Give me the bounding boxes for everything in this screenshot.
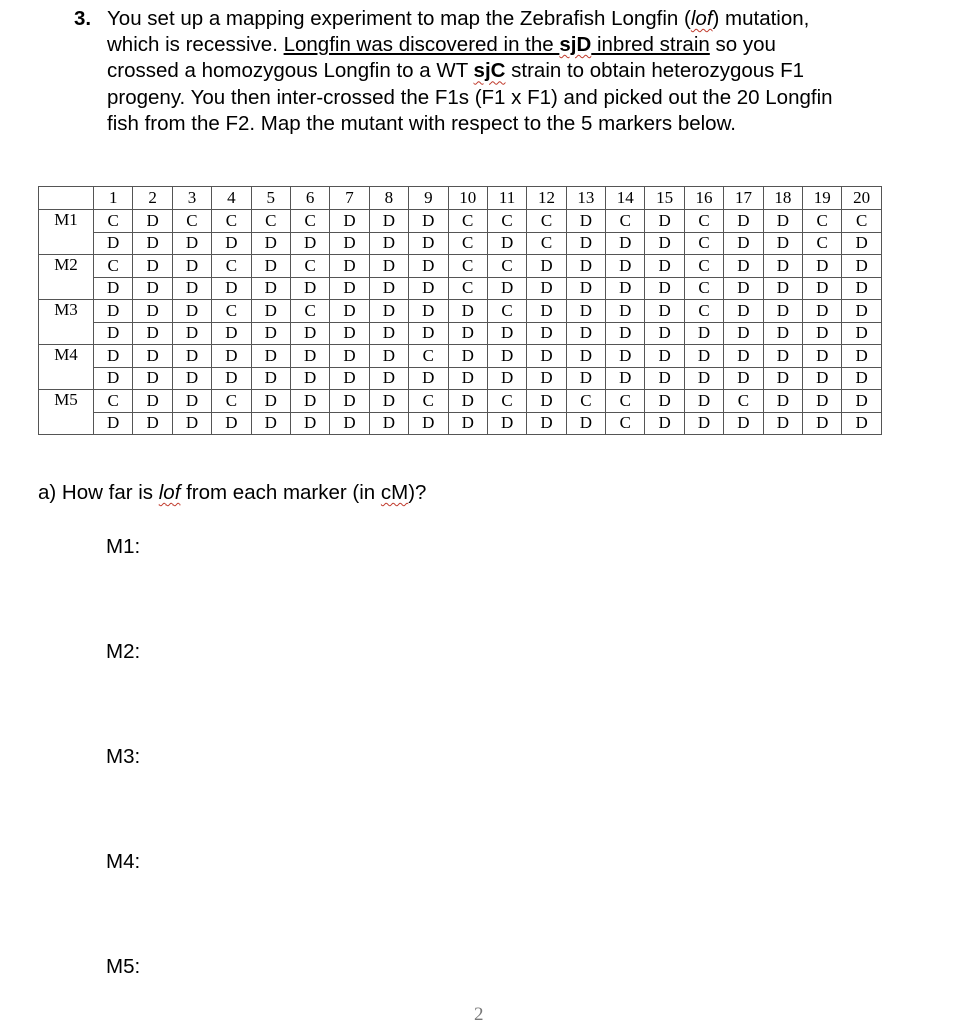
question-line-2	[74, 32, 954, 58]
table-row	[39, 390, 882, 413]
column-header: 16	[684, 187, 723, 210]
genotype-cell: D	[330, 232, 369, 255]
genotype-cell: D	[487, 412, 526, 435]
genotype-cell: D	[172, 322, 211, 345]
genotype-cell: D	[172, 367, 211, 390]
column-header: 14	[606, 187, 645, 210]
genotype-cell: D	[330, 300, 369, 323]
genotype-cell: D	[724, 210, 763, 233]
column-header: 1	[94, 187, 133, 210]
genotype-cell: D	[606, 367, 645, 390]
genotype-cell: D	[566, 412, 605, 435]
genotype-cell: D	[645, 232, 684, 255]
table-row	[39, 345, 882, 368]
genotype-cell: C	[842, 210, 881, 233]
answer-label-m1: M1:	[106, 535, 141, 558]
genotype-cell: D	[645, 322, 684, 345]
genotype-cell: D	[409, 367, 448, 390]
genotype-cell: D	[330, 412, 369, 435]
genotype-cell: D	[842, 255, 881, 278]
genotype-cell: D	[842, 390, 881, 413]
genotype-cell: C	[606, 210, 645, 233]
genotype-cell: C	[448, 255, 487, 278]
genotype-cell: C	[803, 232, 842, 255]
genotype-cell: D	[487, 277, 526, 300]
answer-label-m4: M4:	[106, 850, 141, 873]
table-corner-cell	[39, 187, 94, 210]
question-text-span: which is recessive.	[107, 33, 284, 57]
genotype-cell: D	[606, 345, 645, 368]
genotype-cell: D	[763, 322, 802, 345]
genotype-cell: C	[487, 255, 526, 278]
table-row	[39, 255, 882, 278]
genotype-cell: D	[803, 300, 842, 323]
genotype-cell: D	[172, 232, 211, 255]
genotype-cell: D	[527, 255, 566, 278]
marker-label: M5	[39, 390, 94, 435]
genotype-cell: C	[94, 210, 133, 233]
genotype-cell: D	[133, 345, 172, 368]
genotype-cell: D	[487, 367, 526, 390]
answer-label-m5: M5:	[106, 955, 141, 978]
genotype-cell: D	[803, 345, 842, 368]
marker-label: M3	[39, 300, 94, 345]
genotype-cell: C	[448, 210, 487, 233]
lof-term: lof	[690, 7, 713, 30]
genotype-cell: D	[172, 255, 211, 278]
genotype-cell: D	[172, 300, 211, 323]
genotype-cell: D	[684, 412, 723, 435]
genotype-cell: D	[251, 232, 290, 255]
genotype-cell: D	[409, 300, 448, 323]
genotype-cell: D	[330, 345, 369, 368]
genotype-cell: C	[172, 210, 211, 233]
genotype-cell: D	[369, 322, 408, 345]
genotype-cell: D	[724, 367, 763, 390]
genotype-cell: D	[133, 367, 172, 390]
genotype-cell: D	[645, 412, 684, 435]
genotype-cell: D	[172, 412, 211, 435]
genotype-cell: D	[369, 255, 408, 278]
genotype-cell: D	[645, 277, 684, 300]
genotype-cell: C	[212, 210, 251, 233]
genotype-cell: D	[527, 345, 566, 368]
genotype-cell: D	[724, 255, 763, 278]
genotype-cell: C	[94, 255, 133, 278]
genotype-cell: D	[842, 300, 881, 323]
strain-sjc: sjC	[473, 59, 506, 83]
genotype-cell: D	[172, 277, 211, 300]
genotype-cell: D	[94, 412, 133, 435]
genotype-cell: D	[803, 390, 842, 413]
genotype-cell: D	[251, 367, 290, 390]
genotype-cell: D	[645, 367, 684, 390]
genotype-cell: D	[133, 255, 172, 278]
question-text-span: You set up a mapping experiment to map the Zebrafish Longfin (	[107, 7, 691, 30]
table-header-row	[39, 187, 882, 210]
genotype-cell: D	[684, 390, 723, 413]
genotype-cell: D	[251, 322, 290, 345]
question-line-4	[74, 85, 954, 111]
genotype-cell: D	[133, 232, 172, 255]
genotype-cell: D	[251, 300, 290, 323]
genotype-cell: C	[527, 210, 566, 233]
genotype-cell: D	[94, 367, 133, 390]
genotype-cell: D	[448, 367, 487, 390]
genotype-cell: D	[212, 232, 251, 255]
genotype-cell: D	[133, 412, 172, 435]
genotype-cell: D	[290, 232, 329, 255]
genotype-cell: D	[94, 300, 133, 323]
genotype-cell: D	[251, 345, 290, 368]
genotype-cell: D	[330, 255, 369, 278]
genotype-cell: D	[763, 232, 802, 255]
genotype-cell: D	[94, 277, 133, 300]
genotype-cell: D	[842, 277, 881, 300]
genotype-cell: D	[251, 277, 290, 300]
genotype-cell: D	[763, 390, 802, 413]
genotype-cell: D	[133, 322, 172, 345]
genotype-cell: D	[724, 232, 763, 255]
genotype-cell: D	[684, 345, 723, 368]
genotype-cell: D	[212, 277, 251, 300]
genotype-cell: D	[133, 300, 172, 323]
genotype-cell: C	[290, 255, 329, 278]
question-text-span: fish from the F2. Map the mutant with respect to the 5 markers below.	[107, 111, 736, 135]
genotype-cell: D	[251, 412, 290, 435]
column-header: 2	[133, 187, 172, 210]
genotype-cell: C	[409, 345, 448, 368]
genotype-cell: D	[803, 412, 842, 435]
table-row	[39, 232, 882, 255]
genotype-cell: D	[842, 367, 881, 390]
genotype-cell: D	[94, 232, 133, 255]
genotype-cell: D	[330, 322, 369, 345]
genotype-cell: C	[290, 300, 329, 323]
answer-label-m3: M3:	[106, 745, 141, 768]
genotype-cell: C	[409, 390, 448, 413]
genotype-cell: D	[763, 210, 802, 233]
column-header: 8	[369, 187, 408, 210]
genotype-cell: D	[133, 277, 172, 300]
genotype-cell: C	[448, 232, 487, 255]
genotype-cell: D	[369, 412, 408, 435]
genotype-cell: D	[763, 412, 802, 435]
genotype-cell: D	[290, 345, 329, 368]
genotype-cell: D	[448, 390, 487, 413]
genotype-cell: D	[369, 367, 408, 390]
page-number: 2	[474, 1004, 484, 1025]
genotype-cell: D	[290, 412, 329, 435]
genotype-cell: D	[842, 412, 881, 435]
genotype-cell: D	[212, 345, 251, 368]
genotype-cell: D	[527, 277, 566, 300]
genotype-cell: D	[842, 322, 881, 345]
genotype-cell: D	[94, 345, 133, 368]
part-a-text: )?	[408, 481, 427, 504]
genotype-cell: D	[409, 322, 448, 345]
genotype-cell: D	[645, 345, 684, 368]
genotype-cell: D	[645, 255, 684, 278]
column-header: 4	[212, 187, 251, 210]
genotype-cell: D	[527, 367, 566, 390]
genotype-cell: D	[330, 210, 369, 233]
genotype-cell: D	[566, 345, 605, 368]
part-a-text: from each marker (in	[180, 481, 381, 504]
answer-label-m2: M2:	[106, 640, 141, 663]
column-header: 3	[172, 187, 211, 210]
genotype-cell: D	[487, 232, 526, 255]
column-header: 19	[803, 187, 842, 210]
genotype-cell: C	[684, 255, 723, 278]
genotype-cell: D	[606, 322, 645, 345]
genotype-cell: D	[684, 367, 723, 390]
genotype-cell: D	[290, 367, 329, 390]
genotype-cell: C	[684, 232, 723, 255]
genotype-cell: C	[724, 390, 763, 413]
column-header: 6	[290, 187, 329, 210]
column-header: 5	[251, 187, 290, 210]
genotype-cell: D	[684, 322, 723, 345]
table-row	[39, 322, 882, 345]
genotype-cell: D	[763, 300, 802, 323]
genotype-cell: D	[606, 232, 645, 255]
genotype-cell: D	[290, 277, 329, 300]
genotype-cell: D	[409, 255, 448, 278]
lof-term: lof	[158, 481, 181, 504]
genotype-cell: D	[566, 232, 605, 255]
question-text-span: ) mutation,	[712, 7, 810, 30]
genotype-cell: D	[566, 277, 605, 300]
genotype-cell: D	[724, 345, 763, 368]
genotype-cell: D	[330, 367, 369, 390]
genotype-cell: D	[566, 322, 605, 345]
genotype-cell: D	[448, 322, 487, 345]
part-a-question	[38, 481, 426, 505]
genotype-cell: C	[684, 210, 723, 233]
genotype-cell: D	[409, 210, 448, 233]
genotype-cell: D	[606, 300, 645, 323]
genotype-cell: D	[487, 345, 526, 368]
cm-term: cM	[380, 481, 409, 504]
genotype-cell: C	[566, 390, 605, 413]
table-row	[39, 367, 882, 390]
genotype-cell: D	[133, 210, 172, 233]
genotype-cell: C	[803, 210, 842, 233]
genotype-cell: C	[527, 232, 566, 255]
genotype-cell: C	[251, 210, 290, 233]
genotype-cell: D	[369, 390, 408, 413]
genotype-cell: D	[369, 277, 408, 300]
genotype-cell: C	[606, 412, 645, 435]
genotype-cell: D	[212, 367, 251, 390]
genotype-cell: D	[448, 300, 487, 323]
genotype-cell: D	[763, 367, 802, 390]
column-header: 17	[724, 187, 763, 210]
question-text-span: progeny. You then inter-crossed the F1s (F1 x F1) and picked out the 20 Longfin	[107, 85, 833, 109]
genotype-cell: D	[763, 255, 802, 278]
genotype-cell: D	[172, 390, 211, 413]
column-header: 18	[763, 187, 802, 210]
genotype-cell: D	[527, 390, 566, 413]
genotype-cell: D	[369, 345, 408, 368]
table-row	[39, 300, 882, 323]
genotype-cell: D	[803, 277, 842, 300]
underlined-text: Longfin was discovered in the	[283, 33, 560, 57]
column-header: 11	[487, 187, 526, 210]
genotype-cell: D	[842, 345, 881, 368]
genotype-cell: D	[290, 390, 329, 413]
genotype-cell: D	[763, 277, 802, 300]
column-header: 7	[330, 187, 369, 210]
genotype-cell: D	[409, 277, 448, 300]
question-text-span: so you	[709, 33, 776, 57]
genotype-cell: C	[94, 390, 133, 413]
column-header: 15	[645, 187, 684, 210]
genotype-cell: D	[330, 277, 369, 300]
genotype-cell: D	[803, 322, 842, 345]
genotype-cell: C	[212, 390, 251, 413]
question-text	[74, 6, 954, 137]
genotype-cell: D	[645, 300, 684, 323]
genotype-cell: D	[724, 322, 763, 345]
genotype-cell: D	[369, 300, 408, 323]
marker-label: M4	[39, 345, 94, 390]
part-a-text: a) How far is	[38, 481, 159, 504]
genotype-cell: D	[527, 412, 566, 435]
marker-label: M2	[39, 255, 94, 300]
genotype-cell: D	[409, 412, 448, 435]
genotype-cell: D	[330, 390, 369, 413]
genotype-cell: D	[369, 232, 408, 255]
table-row	[39, 210, 882, 233]
genotype-cell: C	[212, 255, 251, 278]
genotype-cell: D	[566, 300, 605, 323]
genotype-cell: D	[606, 277, 645, 300]
genotype-cell: C	[684, 277, 723, 300]
genotype-cell: D	[527, 300, 566, 323]
genotype-cell: C	[448, 277, 487, 300]
genotype-cell: C	[290, 210, 329, 233]
question-text-span: strain to obtain heterozygous F1	[505, 59, 805, 83]
genotype-cell: D	[251, 390, 290, 413]
genotype-cell: D	[212, 412, 251, 435]
genotype-cell: D	[606, 255, 645, 278]
genotype-cell: C	[487, 210, 526, 233]
question-line-5	[74, 111, 954, 137]
strain-sjd: sjD	[559, 33, 592, 57]
column-header: 12	[527, 187, 566, 210]
genotype-cell: C	[212, 300, 251, 323]
column-header: 20	[842, 187, 881, 210]
genotype-cell: C	[606, 390, 645, 413]
genotype-cell: D	[448, 412, 487, 435]
genotype-cell: D	[172, 345, 211, 368]
genotype-cell: D	[487, 322, 526, 345]
column-header: 10	[448, 187, 487, 210]
genotype-cell: C	[487, 390, 526, 413]
genotype-cell: D	[566, 255, 605, 278]
genotype-cell: D	[133, 390, 172, 413]
question-line-3	[74, 58, 954, 84]
question-text-span: crossed a homozygous Longfin to a WT	[107, 59, 474, 83]
genotype-cell: D	[763, 345, 802, 368]
genotype-cell: D	[724, 277, 763, 300]
genotype-cell: D	[842, 232, 881, 255]
genotype-cell: D	[369, 210, 408, 233]
question-number: 3.	[74, 7, 92, 30]
genotype-cell: C	[487, 300, 526, 323]
genotype-cell: D	[94, 322, 133, 345]
genotype-cell: D	[290, 322, 329, 345]
table-row	[39, 412, 882, 435]
genotype-cell: D	[212, 322, 251, 345]
genotype-cell: D	[645, 210, 684, 233]
question-line-1	[74, 6, 954, 32]
genotype-cell: D	[724, 412, 763, 435]
genotype-cell: D	[803, 367, 842, 390]
genotype-cell: D	[645, 390, 684, 413]
genotype-cell: D	[566, 210, 605, 233]
genotype-cell: D	[409, 232, 448, 255]
column-header: 13	[566, 187, 605, 210]
genotype-cell: D	[803, 255, 842, 278]
genotype-cell: D	[724, 300, 763, 323]
genotype-cell: D	[251, 255, 290, 278]
marker-table	[38, 186, 882, 435]
genotype-cell: D	[566, 367, 605, 390]
genotype-cell: C	[684, 300, 723, 323]
column-header: 9	[409, 187, 448, 210]
marker-label: M1	[39, 210, 94, 255]
table-row	[39, 277, 882, 300]
underlined-text: inbred strain	[591, 33, 710, 57]
genotype-cell: D	[448, 345, 487, 368]
genotype-cell: D	[527, 322, 566, 345]
